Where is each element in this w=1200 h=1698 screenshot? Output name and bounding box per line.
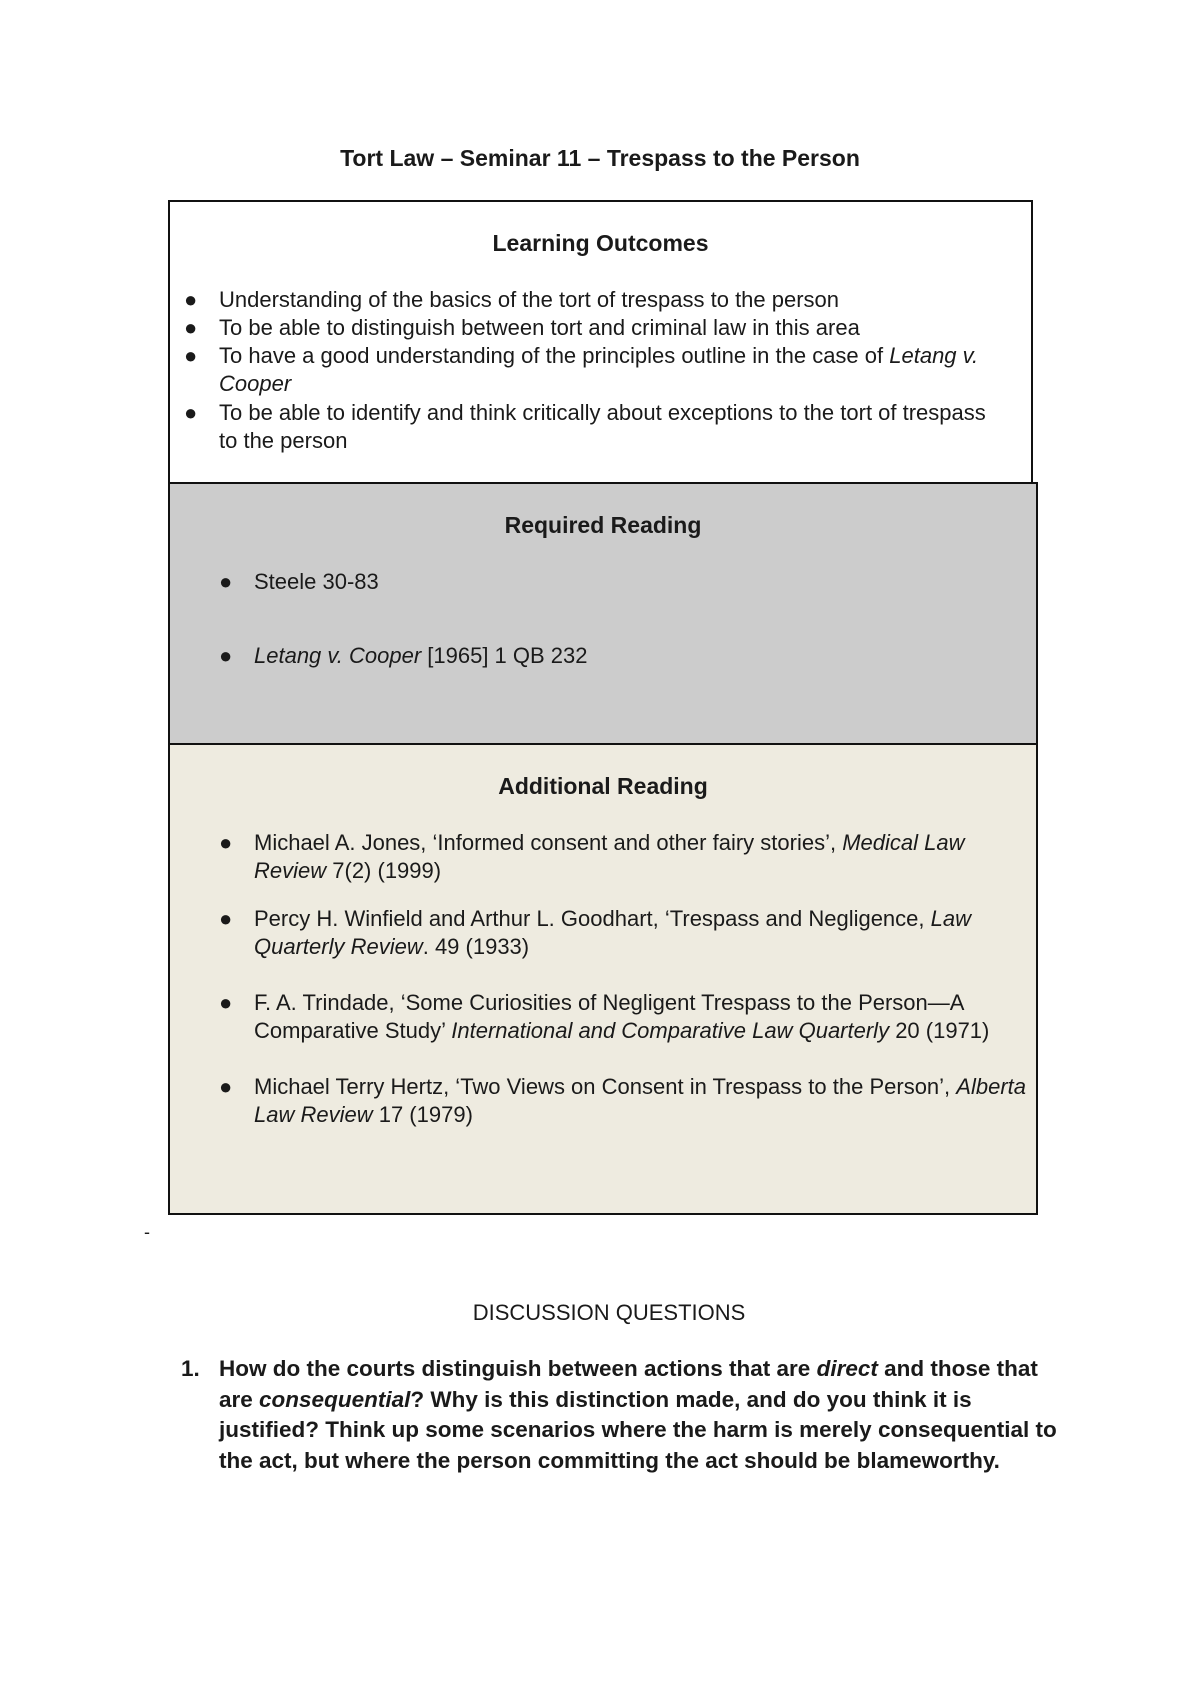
document-title: Tort Law – Seminar 11 – Trespass to the Person [340, 145, 860, 171]
additional-reading-heading: Additional Reading [498, 773, 708, 799]
bullet-icon: ● [184, 287, 198, 312]
list-item [184, 314, 999, 342]
bullet-icon: ● [184, 343, 198, 368]
reading-text: 7(2) (1999) [326, 858, 442, 883]
question-emphasis: direct [816, 1356, 878, 1381]
outcome-text: Understanding of the basics of the tort of trespass to the person [219, 287, 840, 312]
bullet-icon: ● [184, 400, 198, 425]
question-item [181, 1354, 1069, 1476]
question-number: 1. [181, 1356, 200, 1381]
journal-name: Medical Law Review [254, 830, 965, 883]
case-name: Letang v. Cooper [254, 643, 422, 668]
reading-text: 20 (1971) [889, 1018, 990, 1043]
outcome-text: To be able to identify and think critically about exceptions to the tort of trespass to the person [219, 400, 986, 453]
reading-text: Steele 30-83 [254, 569, 379, 594]
bullet-icon: ● [219, 990, 233, 1015]
list-item [184, 342, 999, 398]
question-text: and those that are [219, 1356, 1038, 1412]
required-reading-box [168, 482, 1038, 745]
journal-name: International and Comparative Law Quarterly [451, 1018, 890, 1043]
bullet-icon: ● [184, 315, 198, 340]
separator-dash: - [144, 1222, 150, 1242]
question-emphasis: consequential [259, 1386, 411, 1412]
bullet-icon: ● [219, 569, 233, 594]
reading-text: . 49 (1933) [422, 934, 530, 959]
additional-reading-box [168, 743, 1038, 1215]
list-item [184, 399, 999, 455]
journal-name: Alberta Law Review [254, 1074, 1026, 1127]
outcome-text: To have a good understanding of the principles outline in the case of [219, 343, 890, 368]
required-reading-list [219, 568, 1014, 670]
learning-outcomes-box [168, 200, 1033, 484]
list-item [219, 905, 1029, 961]
reading-text: Michael A. Jones, ‘Informed consent and other fairy stories’, [254, 830, 843, 855]
list-item [219, 568, 1014, 596]
bullet-icon: ● [219, 906, 233, 931]
reading-text: Michael Terry Hertz, ‘Two Views on Consent in Trespass to the Person’, [254, 1074, 957, 1099]
outcome-text: To be able to distinguish between tort and criminal law in this area [219, 315, 860, 340]
list-item [184, 286, 999, 314]
discussion-questions-list [181, 1354, 1069, 1476]
question-text: How do the courts distinguish between actions that are [219, 1356, 817, 1381]
bullet-icon: ● [219, 643, 233, 668]
list-item [219, 642, 1014, 670]
learning-outcomes-list [184, 286, 999, 455]
list-item [219, 1073, 1029, 1129]
learning-outcomes-heading: Learning Outcomes [492, 230, 709, 256]
required-reading-heading: Required Reading [504, 512, 702, 538]
additional-reading-list [219, 829, 1029, 1129]
reading-text: F. A. Trindade, ‘Some Curiosities of Negligent Trespass to the Person—A Comparative Study’ [254, 990, 964, 1043]
journal-name: Law Quarterly Review [254, 906, 971, 959]
bullet-icon: ● [219, 830, 233, 855]
reading-text: Percy H. Winfield and Arthur L. Goodhart, ‘Trespass and Negligence, [254, 906, 931, 931]
discussion-heading: DISCUSSION QUESTIONS [472, 1300, 746, 1325]
case-name: Letang v. Cooper [219, 343, 979, 396]
list-item [219, 989, 1029, 1045]
reading-text: 17 (1979) [372, 1102, 473, 1127]
question-text: ? Why is this distinction made, and do you think it is justified? Think up some scenarios where the harm is merely consequential to the act, but where the person committing the act should be blameworthy. [219, 1386, 1057, 1473]
reading-text: [1965] 1 QB 232 [421, 643, 588, 668]
list-item [219, 829, 1029, 885]
bullet-icon: ● [219, 1074, 233, 1099]
